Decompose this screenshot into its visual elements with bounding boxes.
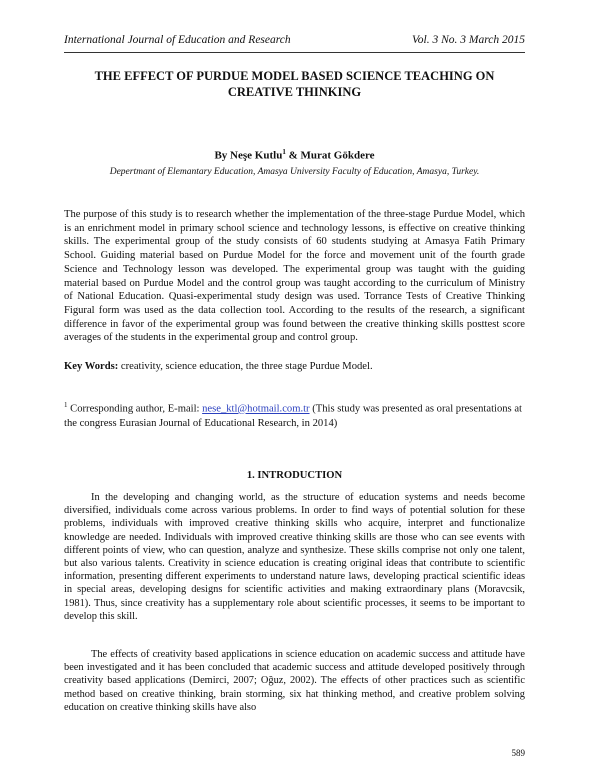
keywords-text: creativity, science education, the three stage Purdue Model. [118,361,373,372]
intro-paragraph-2: The effects of creativity based applications in science education on academic success and attitude have been investigated and it has been concluded that academic success and attitude developed positively through creativity based applications (Demirci, 2007; Oğuz, 2002). The effects of other practices such as scientific method based on creative thinking, brain storming, six hat thinking method, and creative problem solving education on creative thinking skills have also [64,649,525,713]
keywords-label: Key Words: [64,361,119,372]
title-line-1: THE EFFECT OF PURDUE MODEL BASED SCIENCE TEACHING ON [94,69,495,83]
email-link[interactable]: nese_ktl@hotmail.com.tr [202,403,310,415]
issue-info: Vol. 3 No. 3 March 2015 [412,34,525,46]
footnote-after: (This study was presented as oral presentations at the congress Eurasian Journal of Educational Research, in 2014) [64,403,522,429]
author-footnote-marker: 1 [282,148,286,156]
page-number: 589 [511,748,525,758]
corresponding-footnote [64,398,525,431]
footnote-marker: 1 [64,401,68,409]
author-suffix: & Murat Gökdere [285,149,375,162]
author-prefix: By Neşe Kutlu [214,149,283,162]
running-header [64,34,525,46]
affiliation: Depertmant of Elemantary Education, Amasya University Faculty of Education, Amasya, Turkey. [109,167,480,177]
title-line-2: CREATIVE THINKING [227,85,362,99]
author-line [64,148,525,162]
journal-name: International Journal of Education and Research [64,34,291,46]
footnote-before: Corresponding author, E-mail: [67,403,203,415]
keywords [64,361,525,372]
header-divider [64,52,525,53]
section-heading-introduction: 1. INTRODUCTION [246,470,343,481]
paper-title [64,68,525,100]
abstract: The purpose of this study is to research whether the implementation of the three-stage Purdue Model, which is an enrichment model in primary school science and technology lessons, is effective on creative thinking skills. The experimental group of the study consists of 60 students studying at Amasya Fatih Primary School. Guiding material based on Purdue Model for the force and movement unit of the fourth grade Science and Technology lesson was developed. The experimental group was taught with the guiding material based on Purdue Model and the control group was taught according to the curriculum of Ministry of National Education. Quasi-experimental study design was used. Torrance Tests of Creative Thinking Figural form was used as the data collection tool. According to the results of the research, a significant difference in favor of the experimental group was found between the creative thinking skills posttest score averages of the students in the experimental group and control group. [64,209,525,344]
intro-paragraph-1: In the developing and changing world, as the structure of education systems and needs become diversified, individuals come across various problems. In order to find ways of potential solution for these problems, individuals with improved creative thinking skills who acquire, interpret and functionalize knowledge are needed. Individuals with improved creative thinking skills are those who can see events with different points of view, who can question, analyze and synthesize. These skills comprise not only one talent, but also various talents. Creativity in science education is creating original ideas that contribute to scientific information, presenting different experiments to understand nature laws, developing practical scientific ideas in special areas, developing designs for scientific activities and making extraordinary plans (Moravcsik, 1981). Thus, since creativity has a supplementary role about scientific processes, it seems to be important to develop this skill. [64,492,525,622]
